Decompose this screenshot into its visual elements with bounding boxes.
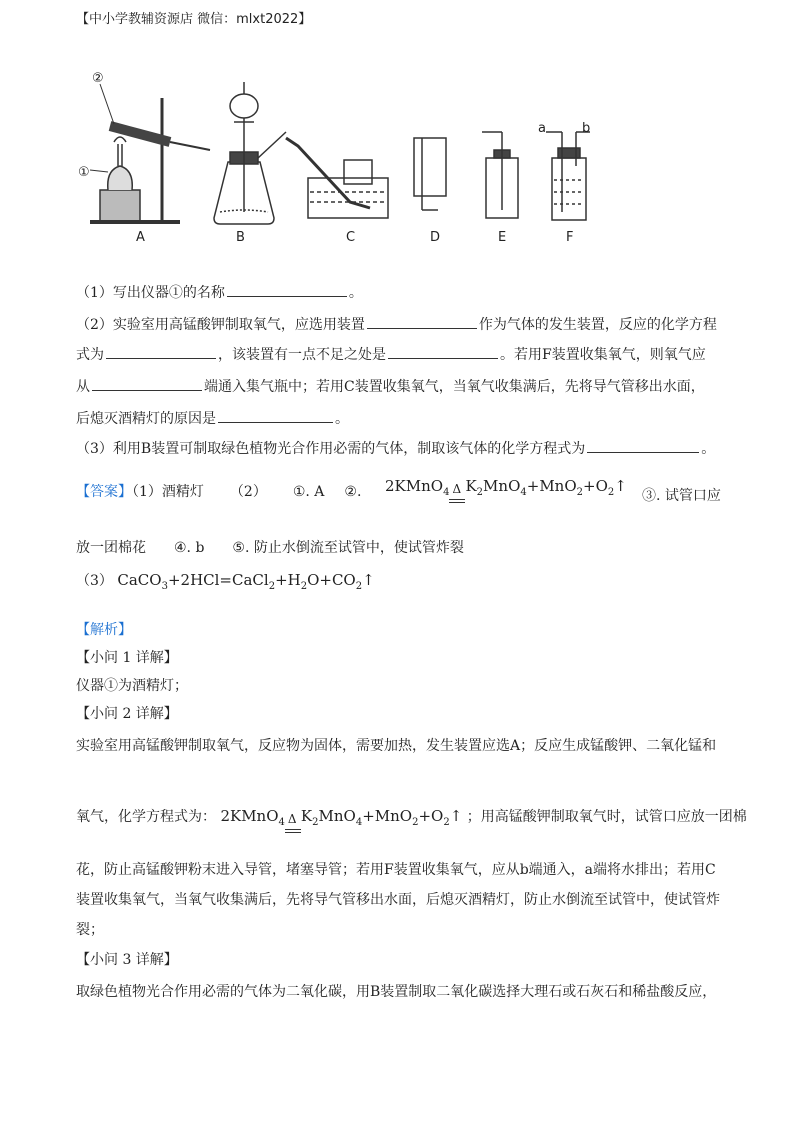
marker-1: ① bbox=[78, 165, 90, 180]
answer-3: ③. 试管口应 bbox=[642, 488, 721, 504]
equation-kmno4: 2KMnO$_4$ Δ $K_2MnO_4+MnO_2+O_2↑$ bbox=[385, 476, 627, 503]
sub-question-3-heading: 【小问 3 详解】 bbox=[76, 952, 178, 968]
apparatus-d bbox=[414, 138, 446, 210]
question-1: （1）写出仪器①的名称 。 bbox=[76, 282, 363, 303]
sub-question-1-heading: 【小问 1 详解】 bbox=[76, 650, 178, 666]
apparatus-e bbox=[482, 132, 518, 218]
apparatus-f bbox=[546, 132, 590, 220]
equation-caco3: $CaCO_3+2HCl=CaCl_2+H_2O+CO_2↑$ bbox=[117, 571, 375, 592]
answer-blank[interactable] bbox=[587, 438, 699, 453]
page-header: 【中小学教辅资源店 微信：mlxt2022】 bbox=[76, 12, 312, 27]
answer-tag: 【答案】 bbox=[76, 484, 132, 500]
answer-blank[interactable] bbox=[367, 314, 477, 329]
equation-kmno4-analysis: 2KMnO$_4$ Δ $K_2MnO_4+MnO_2+O_2↑$ bbox=[220, 807, 462, 825]
sub-question-2-line-1: 实验室用高锰酸钾制取氧气，反应物为固体，需要加热，发生装置应选A；反应生成锰酸钾、二氧化锰和 bbox=[76, 738, 717, 754]
sub-question-2-line-4: 装置收集氧气，当氧气收集满后，先将导气管移出水面，后熄灭酒精灯，防止水倒流至试管中，使试管炸 bbox=[76, 892, 720, 908]
label-f: F bbox=[566, 230, 574, 245]
label-d: D bbox=[430, 230, 441, 245]
marker-b: b bbox=[582, 121, 591, 136]
answer-blank[interactable] bbox=[106, 344, 216, 359]
apparatus-a bbox=[90, 84, 210, 222]
sub-question-2-heading: 【小问 2 详解】 bbox=[76, 706, 178, 722]
apparatus-figure bbox=[70, 62, 710, 262]
label-e: E bbox=[498, 230, 507, 245]
apparatus-b bbox=[214, 82, 286, 224]
label-a: A bbox=[136, 230, 145, 245]
question-2-line-1: （2）实验室用高锰酸钾制取氧气，应选用装置 作为气体的发生装置，反应的化学方程 bbox=[76, 314, 717, 335]
marker-2: ② bbox=[92, 71, 104, 86]
answer-blank[interactable] bbox=[227, 282, 347, 297]
question-2-line-4: 后熄灭酒精灯的原因是 。 bbox=[76, 408, 349, 429]
answer-line-1: 【答案】（1）酒精灯 （2） ①. A ②. bbox=[76, 484, 362, 500]
sub-question-3-line-1: 取绿色植物光合作用必需的气体为二氧化碳，用B装置制取二氧化碳选择大理石或石灰石和稀盐酸反应， bbox=[76, 984, 717, 1000]
question-3: （3）利用B装置可制取绿色植物光合作用必需的气体，制取该气体的化学方程式为 。 bbox=[76, 438, 715, 459]
answer-line-3: （3） $CaCO_3+2HCl=CaCl_2+H_2O+CO_2↑$ bbox=[76, 571, 375, 592]
sub-question-2-line-5: 裂； bbox=[76, 922, 104, 938]
question-2-line-2: 式为 ，该装置有一点不足之处是 。若用F装置收集氧气，则氧气应 bbox=[76, 344, 706, 365]
label-c: C bbox=[346, 230, 356, 245]
apparatus-c bbox=[286, 138, 388, 218]
answer-blank[interactable] bbox=[218, 408, 333, 423]
marker-a: a bbox=[538, 121, 546, 136]
sub-question-2-line-2: 氧气，化学方程式为： 2KMnO$_4$ Δ $K_2MnO_4+MnO_2+O_2↑$ ；用高锰酸钾制取氧气时，试管口应放一团棉 bbox=[76, 806, 747, 833]
sub-question-2-line-3: 花，防止高锰酸钾粉末进入导管，堵塞导管；若用F装置收集氧气，应从b端通入，a端将水排出；若用C bbox=[76, 862, 716, 878]
label-b: B bbox=[236, 230, 245, 245]
answer-blank[interactable] bbox=[92, 376, 202, 391]
answer-blank[interactable] bbox=[388, 344, 498, 359]
question-2-line-3: 从 端通入集气瓶中；若用C装置收集氧气，当氧气收集满后，先将导气管移出水面， bbox=[76, 376, 705, 397]
sub-question-1-text: 仪器①为酒精灯； bbox=[76, 678, 188, 694]
answer-line-2: 放一团棉花 ④. b ⑤. 防止水倒流至试管中，使试管炸裂 bbox=[76, 540, 464, 556]
analysis-tag: 【解析】 bbox=[76, 622, 132, 638]
